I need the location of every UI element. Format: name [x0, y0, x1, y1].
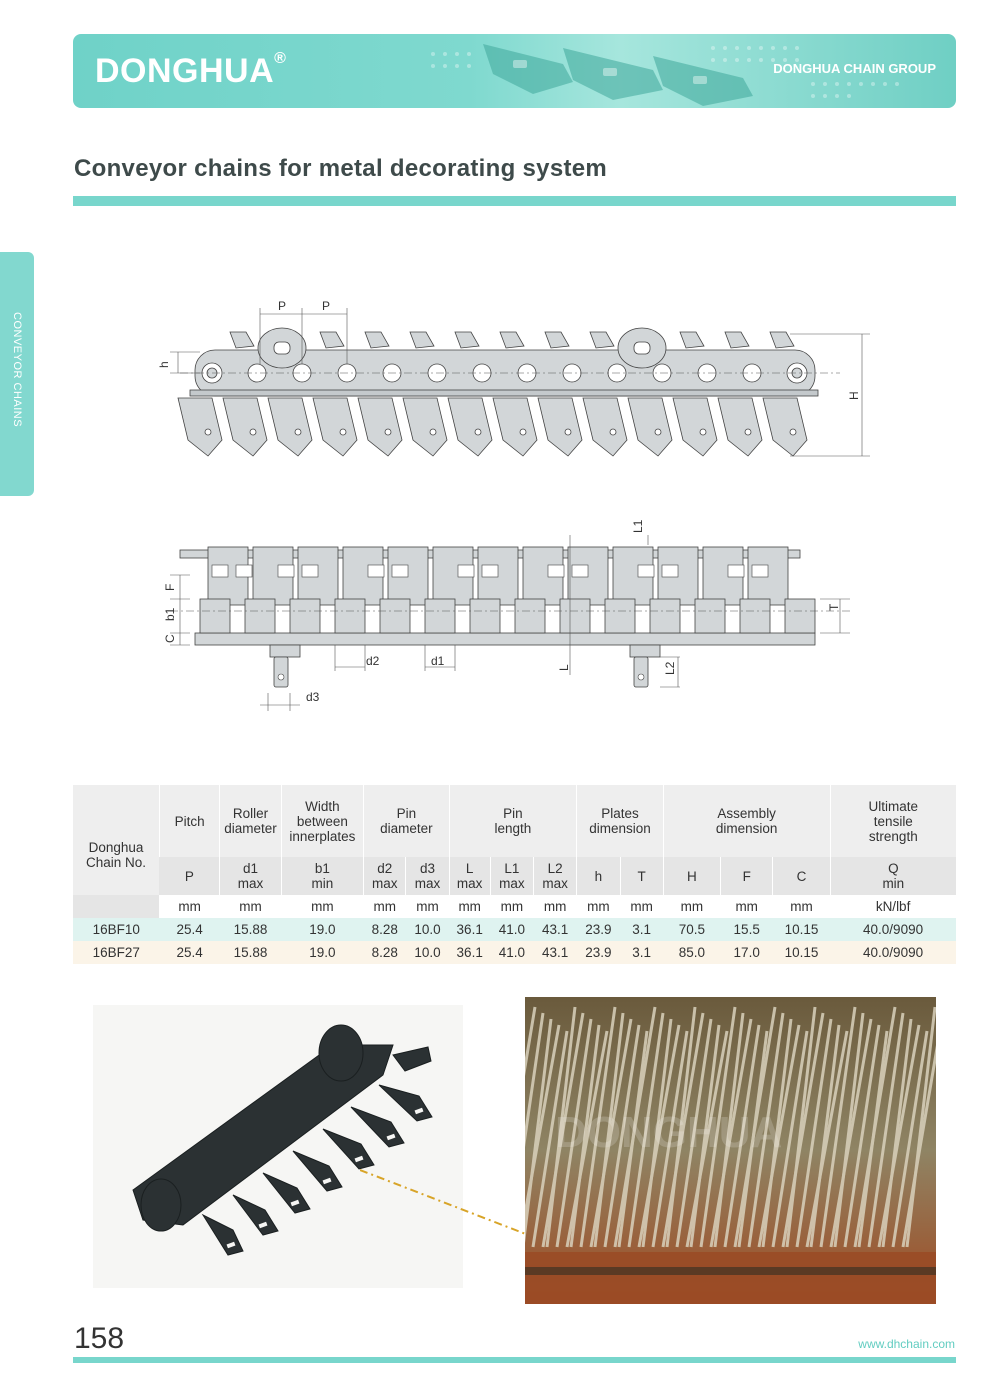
symbol-text: d3 [419, 861, 435, 876]
value-cell: 19.0 [281, 918, 363, 941]
value-cell: 15.88 [220, 941, 281, 964]
value-cell: 10.0 [406, 941, 449, 964]
dim-label-L1: L1 [631, 519, 645, 533]
registered-mark: ® [274, 50, 287, 67]
oven-application-photo [525, 997, 936, 1304]
value-cell: 15.88 [220, 918, 281, 941]
unit-cell: mm [281, 895, 363, 918]
header-assembly [663, 785, 830, 857]
dim-label-T: T [827, 603, 841, 611]
symbol-text: Q [888, 861, 899, 876]
unit-cell: mm [773, 895, 830, 918]
table-symbol-row [73, 857, 956, 895]
symbol-text: L [465, 861, 474, 876]
value-cell: 23.9 [577, 918, 620, 941]
dim-label-L: L [557, 664, 571, 671]
value-cell: 36.1 [449, 941, 490, 964]
symbol-text: H [687, 868, 697, 884]
value-cell: 15.5 [721, 918, 773, 941]
value-cell: 70.5 [663, 918, 720, 941]
value-cell: 36.1 [449, 918, 490, 941]
dim-label-b1: b1 [163, 607, 177, 621]
unit-cell: mm [577, 895, 620, 918]
table-row [73, 918, 956, 941]
dim-label-h: h [157, 361, 171, 368]
symbol-text: L1 [504, 861, 520, 876]
photo-watermark: DONGHUA [555, 1108, 783, 1157]
symbol-sub-text: max [371, 876, 398, 891]
symbol-cell [159, 857, 219, 895]
footer-bar [73, 1357, 956, 1363]
value-cell: 25.4 [159, 918, 219, 941]
side-section-tab [0, 252, 34, 496]
value-cell: 3.1 [620, 941, 663, 964]
dim-label-L2: L2 [663, 661, 677, 675]
value-cell: 23.9 [577, 941, 620, 964]
symbol-cell [281, 857, 363, 895]
header-roller [220, 785, 281, 857]
symbol-sub-text: max [237, 876, 264, 891]
symbol-text: P [184, 868, 194, 884]
header-pin-length [449, 785, 577, 857]
title-underline [73, 196, 956, 206]
value-cell: 25.4 [159, 941, 219, 964]
dim-label-d1: d1 [431, 654, 445, 668]
value-cell: 10.15 [773, 918, 830, 941]
table-unit-row [73, 895, 956, 918]
dim-label-d3: d3 [306, 690, 320, 704]
page-number: 158 [74, 1322, 125, 1355]
symbol-text: d2 [377, 861, 393, 876]
header-pin-length-text: Pin length [494, 806, 532, 836]
symbol-cell [830, 857, 956, 895]
symbol-sub-text: min [311, 876, 334, 891]
header-uts [830, 785, 956, 857]
brand-logo [95, 52, 286, 91]
value-cell: 19.0 [281, 941, 363, 964]
symbol-cell [721, 857, 773, 895]
symbol-sub-text: max [456, 876, 483, 891]
unit-cell-blank [73, 895, 159, 918]
symbol-sub-text: max [414, 876, 441, 891]
symbol-text: b1 [314, 861, 330, 876]
symbol-cell [663, 857, 720, 895]
value-cell: 8.28 [364, 941, 406, 964]
symbol-text: d1 [242, 861, 258, 876]
value-cell: 40.0/9090 [830, 918, 956, 941]
unit-cell: mm [364, 895, 406, 918]
unit-cell: mm [449, 895, 490, 918]
symbol-cell [577, 857, 620, 895]
symbol-cell [620, 857, 663, 895]
header-assembly-text: Assembly dimension [715, 806, 778, 836]
value-cell: 41.0 [490, 918, 533, 941]
unit-cell: mm [534, 895, 577, 918]
value-cell: 8.28 [364, 918, 406, 941]
unit-cell: mm [220, 895, 281, 918]
header-width-text: Width between innerplates [289, 798, 356, 844]
chain-no-cell: 16BF10 [73, 918, 159, 941]
unit-cell: mm [406, 895, 449, 918]
symbol-sub-text: max [499, 876, 525, 891]
chain-no-cell: 16BF27 [73, 941, 159, 964]
unit-cell: mm [490, 895, 533, 918]
page-title: Conveyor chains for metal decorating system [74, 155, 608, 182]
symbol-sub-text: min [882, 876, 905, 891]
symbol-text: F [742, 868, 751, 884]
header-roller-text: Roller diameter [224, 806, 277, 836]
brand-name: DONGHUA [95, 52, 275, 90]
value-cell: 10.0 [406, 918, 449, 941]
unit-cell: mm [663, 895, 720, 918]
symbol-cell [773, 857, 830, 895]
spec-table [73, 785, 956, 964]
dim-label-d2: d2 [366, 654, 380, 668]
chain-side-view-drawing [150, 290, 880, 470]
symbol-cell [364, 857, 406, 895]
group-name: DONGHUA CHAIN GROUP [773, 61, 936, 76]
dim-label-p1: P [278, 299, 287, 313]
symbol-text: C [796, 868, 807, 884]
header-uts-text: Ultimate tensile strength [868, 798, 919, 844]
value-cell: 85.0 [663, 941, 720, 964]
unit-cell: mm [620, 895, 663, 918]
header-chain-no [73, 785, 159, 895]
value-cell: 10.15 [773, 941, 830, 964]
value-cell: 41.0 [490, 941, 533, 964]
dim-label-F: F [163, 583, 177, 591]
chain-plan-view-drawing [150, 515, 870, 715]
symbol-text: h [594, 868, 603, 884]
symbol-cell [220, 857, 281, 895]
unit-cell: mm [159, 895, 219, 918]
unit-cell: mm [721, 895, 773, 918]
value-cell: 43.1 [534, 918, 577, 941]
table-header-row [73, 785, 956, 857]
header-plates [577, 785, 663, 857]
symbol-text: L2 [547, 861, 563, 876]
value-cell: 17.0 [721, 941, 773, 964]
value-cell: 3.1 [620, 918, 663, 941]
header-width [281, 785, 363, 857]
symbol-sub-text: max [542, 876, 568, 891]
symbol-cell [406, 857, 449, 895]
header-pitch: Pitch [159, 785, 219, 857]
header-pin-diameter [364, 785, 449, 857]
header-pin-diameter-text: Pin diameter [380, 806, 433, 836]
footer-url[interactable]: www.dhchain.com [858, 1337, 955, 1351]
side-tab-label: CONVEYOR CHAINS [11, 312, 23, 428]
dim-label-C: C [163, 634, 177, 643]
symbol-cell [490, 857, 533, 895]
header-plates-text: Plates dimension [589, 806, 651, 836]
symbol-cell [449, 857, 490, 895]
header-banner [73, 34, 956, 108]
value-cell: 40.0/9090 [830, 941, 956, 964]
unit-cell: kN/lbf [830, 895, 956, 918]
symbol-text: T [637, 868, 646, 884]
value-cell: 43.1 [534, 941, 577, 964]
table-row [73, 941, 956, 964]
symbol-cell [534, 857, 577, 895]
dim-label-H: H [847, 391, 861, 400]
dim-label-p2: P [322, 299, 331, 313]
header-chain-no-text: Donghua Chain No. [85, 840, 146, 870]
